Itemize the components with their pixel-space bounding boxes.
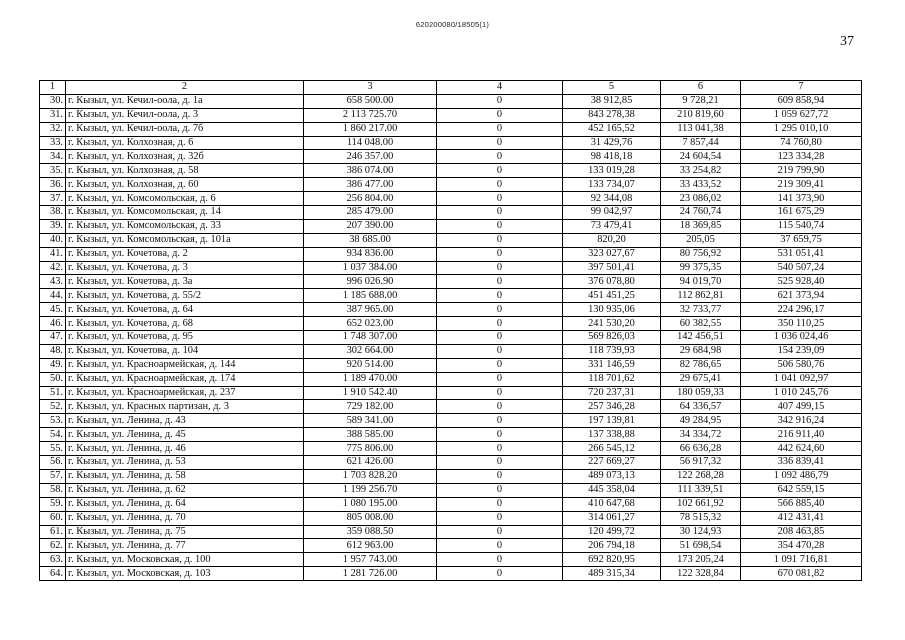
- column-number: 6: [661, 81, 741, 95]
- total-cell: 37 659,75: [741, 233, 862, 247]
- value-cell: 241 530,20: [563, 317, 661, 331]
- row-number: 58.: [40, 483, 66, 497]
- zero-cell: 0: [437, 317, 563, 331]
- zero-cell: 0: [437, 178, 563, 192]
- value-cell: 227 669,27: [563, 456, 661, 470]
- value-cell: 451 451,25: [563, 289, 661, 303]
- value-cell: 489 073,13: [563, 469, 661, 483]
- value-cell: 266 545,12: [563, 442, 661, 456]
- row-number: 56.: [40, 456, 66, 470]
- zero-cell: 0: [437, 358, 563, 372]
- address-cell: г. Кызыл, ул. Кочетова, д. 104: [66, 344, 304, 358]
- value-cell: 489 315,34: [563, 567, 661, 581]
- value-cell: 64 336,57: [661, 400, 741, 414]
- row-number: 57.: [40, 469, 66, 483]
- zero-cell: 0: [437, 122, 563, 136]
- value-cell: 692 820,95: [563, 553, 661, 567]
- value-cell: 33 433,52: [661, 178, 741, 192]
- total-cell: 208 463,85: [741, 525, 862, 539]
- address-cell: г. Кызыл, ул. Кочетова, д. 3: [66, 261, 304, 275]
- table-row: [40, 567, 862, 581]
- value-cell: 331 146,59: [563, 358, 661, 372]
- total-cell: 1 010 245,76: [741, 386, 862, 400]
- total-cell: 1 036 024,46: [741, 331, 862, 345]
- value-cell: 112 862,81: [661, 289, 741, 303]
- table-row: [40, 414, 862, 428]
- row-number: 41.: [40, 247, 66, 261]
- address-cell: г. Кызыл, ул. Ленина, д. 45: [66, 428, 304, 442]
- table-row: [40, 206, 862, 220]
- zero-cell: 0: [437, 94, 563, 108]
- table-row: [40, 275, 862, 289]
- value-cell: 34 334,72: [661, 428, 741, 442]
- address-cell: г. Кызыл, ул. Кечил-оола, д. 3: [66, 108, 304, 122]
- table-row: [40, 164, 862, 178]
- value-cell: 99 375,35: [661, 261, 741, 275]
- row-number: 37.: [40, 192, 66, 206]
- value-cell: 720 237,31: [563, 386, 661, 400]
- address-cell: г. Кызыл, ул. Кочетова, д. 2: [66, 247, 304, 261]
- row-number: 55.: [40, 442, 66, 456]
- value-cell: 102 661,92: [661, 497, 741, 511]
- value-cell: 7 857,44: [661, 136, 741, 150]
- table-row: [40, 372, 862, 386]
- address-cell: г. Кызыл, ул. Ленина, д. 64: [66, 497, 304, 511]
- table-row: [40, 483, 862, 497]
- zero-cell: 0: [437, 372, 563, 386]
- value-cell: 80 756,92: [661, 247, 741, 261]
- table-row: [40, 303, 862, 317]
- address-cell: г. Кызыл, ул. Кочетова, д. 64: [66, 303, 304, 317]
- column-number: 3: [304, 81, 437, 95]
- address-cell: г. Кызыл, ул. Ленина, д. 62: [66, 483, 304, 497]
- address-cell: г. Кызыл, ул. Ленина, д. 53: [66, 456, 304, 470]
- value-cell: 51 698,54: [661, 539, 741, 553]
- zero-cell: 0: [437, 497, 563, 511]
- table-row: [40, 386, 862, 400]
- zero-cell: 0: [437, 442, 563, 456]
- zero-cell: 0: [437, 483, 563, 497]
- total-cell: 566 885,40: [741, 497, 862, 511]
- amount-cell: 256 804.00: [304, 192, 437, 206]
- address-cell: г. Кызыл, ул. Кочетова, д. 68: [66, 317, 304, 331]
- value-cell: 142 456,51: [661, 331, 741, 345]
- row-number: 33.: [40, 136, 66, 150]
- total-cell: 407 499,15: [741, 400, 862, 414]
- amount-cell: 2 113 725.70: [304, 108, 437, 122]
- table-row: [40, 456, 862, 470]
- value-cell: 33 254,82: [661, 164, 741, 178]
- table-row: [40, 247, 862, 261]
- amount-cell: 1 910 542.40: [304, 386, 437, 400]
- zero-cell: 0: [437, 344, 563, 358]
- amount-cell: 621 426.00: [304, 456, 437, 470]
- column-number: 2: [66, 81, 304, 95]
- amount-cell: 285 479.00: [304, 206, 437, 220]
- row-number: 45.: [40, 303, 66, 317]
- address-cell: г. Кызыл, ул. Красноармейская, д. 144: [66, 358, 304, 372]
- address-cell: г. Кызыл, ул. Колхозная, д. 60: [66, 178, 304, 192]
- zero-cell: 0: [437, 247, 563, 261]
- total-cell: 219 799,90: [741, 164, 862, 178]
- column-number: 7: [741, 81, 862, 95]
- amount-cell: 920 514.00: [304, 358, 437, 372]
- zero-cell: 0: [437, 386, 563, 400]
- amount-cell: 38 685.00: [304, 233, 437, 247]
- zero-cell: 0: [437, 164, 563, 178]
- row-number: 44.: [40, 289, 66, 303]
- total-cell: 123 334,28: [741, 150, 862, 164]
- address-cell: г. Кызыл, ул. Красных партизан, д. 3: [66, 400, 304, 414]
- table-row: [40, 539, 862, 553]
- value-cell: 66 636,28: [661, 442, 741, 456]
- amount-cell: 1 037 384.00: [304, 261, 437, 275]
- value-cell: 29 684,98: [661, 344, 741, 358]
- table-row: [40, 497, 862, 511]
- value-cell: 122 328,84: [661, 567, 741, 581]
- amount-cell: 612 963.00: [304, 539, 437, 553]
- value-cell: 73 479,41: [563, 219, 661, 233]
- table-row: [40, 289, 862, 303]
- column-number: 1: [40, 81, 66, 95]
- value-cell: 257 346,28: [563, 400, 661, 414]
- amount-cell: 386 477.00: [304, 178, 437, 192]
- address-cell: г. Кызыл, ул. Кочетова, д. 55/2: [66, 289, 304, 303]
- total-cell: 115 540,74: [741, 219, 862, 233]
- zero-cell: 0: [437, 511, 563, 525]
- total-cell: 540 507,24: [741, 261, 862, 275]
- table-row: [40, 233, 862, 247]
- zero-cell: 0: [437, 219, 563, 233]
- table-row: [40, 428, 862, 442]
- value-cell: 30 124,93: [661, 525, 741, 539]
- row-number: 54.: [40, 428, 66, 442]
- total-cell: 1 295 010,10: [741, 122, 862, 136]
- address-cell: г. Кызыл, ул. Кечил-оола, д. 1а: [66, 94, 304, 108]
- row-number: 63.: [40, 553, 66, 567]
- amount-cell: 1 185 688.00: [304, 289, 437, 303]
- total-cell: 141 373,90: [741, 192, 862, 206]
- zero-cell: 0: [437, 414, 563, 428]
- amount-cell: 114 048.00: [304, 136, 437, 150]
- zero-cell: 0: [437, 553, 563, 567]
- value-cell: 9 728,21: [661, 94, 741, 108]
- value-cell: 133 019,28: [563, 164, 661, 178]
- amount-cell: 386 074.00: [304, 164, 437, 178]
- amount-cell: 388 585.00: [304, 428, 437, 442]
- row-number: 64.: [40, 567, 66, 581]
- amount-cell: 775 806.00: [304, 442, 437, 456]
- total-cell: 1 059 627,72: [741, 108, 862, 122]
- value-cell: 376 078,80: [563, 275, 661, 289]
- row-number: 53.: [40, 414, 66, 428]
- value-cell: 56 917,32: [661, 456, 741, 470]
- data-table: [39, 80, 862, 581]
- row-number: 38.: [40, 206, 66, 220]
- table-row: [40, 525, 862, 539]
- table-row: [40, 122, 862, 136]
- total-cell: 342 916,24: [741, 414, 862, 428]
- zero-cell: 0: [437, 192, 563, 206]
- amount-cell: 359 088.50: [304, 525, 437, 539]
- table-row: [40, 469, 862, 483]
- address-cell: г. Кызыл, ул. Колхозная, д. 32б: [66, 150, 304, 164]
- address-cell: г. Кызыл, ул. Ленина, д. 70: [66, 511, 304, 525]
- total-cell: 1 041 092,97: [741, 372, 862, 386]
- zero-cell: 0: [437, 261, 563, 275]
- table-row: [40, 219, 862, 233]
- total-cell: 161 675,29: [741, 206, 862, 220]
- amount-cell: 1 199 256.70: [304, 483, 437, 497]
- zero-cell: 0: [437, 108, 563, 122]
- value-cell: 38 912,85: [563, 94, 661, 108]
- zero-cell: 0: [437, 539, 563, 553]
- row-number: 40.: [40, 233, 66, 247]
- row-number: 42.: [40, 261, 66, 275]
- address-cell: г. Кызыл, ул. Кочетова, д. 95: [66, 331, 304, 345]
- value-cell: 98 418,18: [563, 150, 661, 164]
- row-number: 32.: [40, 122, 66, 136]
- row-number: 46.: [40, 317, 66, 331]
- total-cell: 74 760,80: [741, 136, 862, 150]
- value-cell: 397 501,41: [563, 261, 661, 275]
- value-cell: 113 041,38: [661, 122, 741, 136]
- row-number: 50.: [40, 372, 66, 386]
- address-cell: г. Кызыл, ул. Ленина, д. 43: [66, 414, 304, 428]
- value-cell: 180 059,33: [661, 386, 741, 400]
- row-number: 51.: [40, 386, 66, 400]
- value-cell: 410 647,68: [563, 497, 661, 511]
- address-cell: г. Кызыл, ул. Комсомольская, д. 33: [66, 219, 304, 233]
- zero-cell: 0: [437, 525, 563, 539]
- address-cell: г. Кызыл, ул. Красноармейская, д. 237: [66, 386, 304, 400]
- address-cell: г. Кызыл, ул. Московская, д. 103: [66, 567, 304, 581]
- value-cell: 122 268,28: [661, 469, 741, 483]
- row-number: 48.: [40, 344, 66, 358]
- amount-cell: 652 023.00: [304, 317, 437, 331]
- table-row: [40, 261, 862, 275]
- row-number: 49.: [40, 358, 66, 372]
- column-number-row: [40, 81, 862, 95]
- zero-cell: 0: [437, 275, 563, 289]
- value-cell: 29 675,41: [661, 372, 741, 386]
- zero-cell: 0: [437, 233, 563, 247]
- row-number: 43.: [40, 275, 66, 289]
- row-number: 39.: [40, 219, 66, 233]
- total-cell: 506 580,76: [741, 358, 862, 372]
- total-cell: 621 373,94: [741, 289, 862, 303]
- column-number: 5: [563, 81, 661, 95]
- amount-cell: 1 957 743.00: [304, 553, 437, 567]
- value-cell: 24 760,74: [661, 206, 741, 220]
- zero-cell: 0: [437, 289, 563, 303]
- value-cell: 78 515,32: [661, 511, 741, 525]
- value-cell: 18 369,85: [661, 219, 741, 233]
- zero-cell: 0: [437, 469, 563, 483]
- value-cell: 32 733,77: [661, 303, 741, 317]
- amount-cell: 934 836.00: [304, 247, 437, 261]
- table-row: [40, 136, 862, 150]
- amount-cell: 996 026.90: [304, 275, 437, 289]
- column-number: 4: [437, 81, 563, 95]
- value-cell: 137 338,88: [563, 428, 661, 442]
- value-cell: 118 739,93: [563, 344, 661, 358]
- value-cell: 173 205,24: [661, 553, 741, 567]
- address-cell: г. Кызыл, ул. Ленина, д. 75: [66, 525, 304, 539]
- amount-cell: 1 703 828.20: [304, 469, 437, 483]
- amount-cell: 658 500.00: [304, 94, 437, 108]
- value-cell: 133 734,07: [563, 178, 661, 192]
- value-cell: 314 061,27: [563, 511, 661, 525]
- table-row: [40, 317, 862, 331]
- total-cell: 531 051,41: [741, 247, 862, 261]
- total-cell: 336 839,41: [741, 456, 862, 470]
- address-cell: г. Кызыл, ул. Колхозная, д. 6: [66, 136, 304, 150]
- value-cell: 323 027,67: [563, 247, 661, 261]
- amount-cell: 1 189 470.00: [304, 372, 437, 386]
- total-cell: 642 559,15: [741, 483, 862, 497]
- total-cell: 224 296,17: [741, 303, 862, 317]
- page-number: 37: [840, 34, 854, 49]
- table-row: [40, 400, 862, 414]
- value-cell: 120 499,72: [563, 525, 661, 539]
- table-row: [40, 108, 862, 122]
- table-row: [40, 331, 862, 345]
- value-cell: 843 278,38: [563, 108, 661, 122]
- address-cell: г. Кызыл, ул. Колхозная, д. 58: [66, 164, 304, 178]
- value-cell: 205,05: [661, 233, 741, 247]
- amount-cell: 1 860 217.00: [304, 122, 437, 136]
- table-row: [40, 442, 862, 456]
- total-cell: 609 858,94: [741, 94, 862, 108]
- value-cell: 49 284,95: [661, 414, 741, 428]
- address-cell: г. Кызыл, ул. Красноармейская, д. 174: [66, 372, 304, 386]
- zero-cell: 0: [437, 331, 563, 345]
- address-cell: г. Кызыл, ул. Комсомольская, д. 6: [66, 192, 304, 206]
- total-cell: 216 911,40: [741, 428, 862, 442]
- amount-cell: 805 008.00: [304, 511, 437, 525]
- zero-cell: 0: [437, 206, 563, 220]
- row-number: 52.: [40, 400, 66, 414]
- table-row: [40, 192, 862, 206]
- table-row: [40, 178, 862, 192]
- value-cell: 206 794,18: [563, 539, 661, 553]
- address-cell: г. Кызыл, ул. Кочетова, д. 3а: [66, 275, 304, 289]
- row-number: 47.: [40, 331, 66, 345]
- total-cell: 154 239,09: [741, 344, 862, 358]
- total-cell: 442 624,60: [741, 442, 862, 456]
- value-cell: 130 935,06: [563, 303, 661, 317]
- address-cell: г. Кызыл, ул. Ленина, д. 46: [66, 442, 304, 456]
- total-cell: 525 928,40: [741, 275, 862, 289]
- table-row: [40, 553, 862, 567]
- total-cell: 412 431,41: [741, 511, 862, 525]
- amount-cell: 387 965.00: [304, 303, 437, 317]
- table-row: [40, 94, 862, 108]
- zero-cell: 0: [437, 428, 563, 442]
- table-row: [40, 344, 862, 358]
- row-number: 59.: [40, 497, 66, 511]
- row-number: 30.: [40, 94, 66, 108]
- value-cell: 197 139,81: [563, 414, 661, 428]
- address-cell: г. Кызыл, ул. Комсомольская, д. 14: [66, 206, 304, 220]
- zero-cell: 0: [437, 456, 563, 470]
- total-cell: 219 309,41: [741, 178, 862, 192]
- value-cell: 445 358,04: [563, 483, 661, 497]
- address-cell: г. Кызыл, ул. Кечил-оола, д. 7б: [66, 122, 304, 136]
- amount-cell: 302 664.00: [304, 344, 437, 358]
- zero-cell: 0: [437, 303, 563, 317]
- row-number: 61.: [40, 525, 66, 539]
- address-cell: г. Кызыл, ул. Ленина, д. 58: [66, 469, 304, 483]
- document-id: 620200080/18505(1): [415, 20, 490, 29]
- zero-cell: 0: [437, 400, 563, 414]
- value-cell: 23 086,02: [661, 192, 741, 206]
- table-row: [40, 358, 862, 372]
- value-cell: 92 344,08: [563, 192, 661, 206]
- total-cell: 354 470,28: [741, 539, 862, 553]
- address-cell: г. Кызыл, ул. Комсомольская, д. 101а: [66, 233, 304, 247]
- address-cell: г. Кызыл, ул. Московская, д. 100: [66, 553, 304, 567]
- total-cell: 670 081,82: [741, 567, 862, 581]
- amount-cell: 207 390.00: [304, 219, 437, 233]
- value-cell: 569 826,03: [563, 331, 661, 345]
- value-cell: 82 786,65: [661, 358, 741, 372]
- table-row: [40, 150, 862, 164]
- zero-cell: 0: [437, 136, 563, 150]
- row-number: 31.: [40, 108, 66, 122]
- amount-cell: 1 080 195.00: [304, 497, 437, 511]
- row-number: 34.: [40, 150, 66, 164]
- address-cell: г. Кызыл, ул. Ленина, д. 77: [66, 539, 304, 553]
- value-cell: 111 339,51: [661, 483, 741, 497]
- total-cell: 1 091 716,81: [741, 553, 862, 567]
- zero-cell: 0: [437, 150, 563, 164]
- row-number: 35.: [40, 164, 66, 178]
- value-cell: 820,20: [563, 233, 661, 247]
- amount-cell: 1 748 307.00: [304, 331, 437, 345]
- value-cell: 210 819,60: [661, 108, 741, 122]
- total-cell: 1 092 486,79: [741, 469, 862, 483]
- amount-cell: 729 182.00: [304, 400, 437, 414]
- row-number: 60.: [40, 511, 66, 525]
- value-cell: 118 701,62: [563, 372, 661, 386]
- row-number: 62.: [40, 539, 66, 553]
- amount-cell: 246 357.00: [304, 150, 437, 164]
- value-cell: 31 429,76: [563, 136, 661, 150]
- row-number: 36.: [40, 178, 66, 192]
- amount-cell: 589 341.00: [304, 414, 437, 428]
- total-cell: 350 110,25: [741, 317, 862, 331]
- table-row: [40, 511, 862, 525]
- value-cell: 452 165,52: [563, 122, 661, 136]
- value-cell: 99 042,97: [563, 206, 661, 220]
- zero-cell: 0: [437, 567, 563, 581]
- value-cell: 60 382,55: [661, 317, 741, 331]
- value-cell: 94 019,70: [661, 275, 741, 289]
- amount-cell: 1 281 726.00: [304, 567, 437, 581]
- value-cell: 24 604,54: [661, 150, 741, 164]
